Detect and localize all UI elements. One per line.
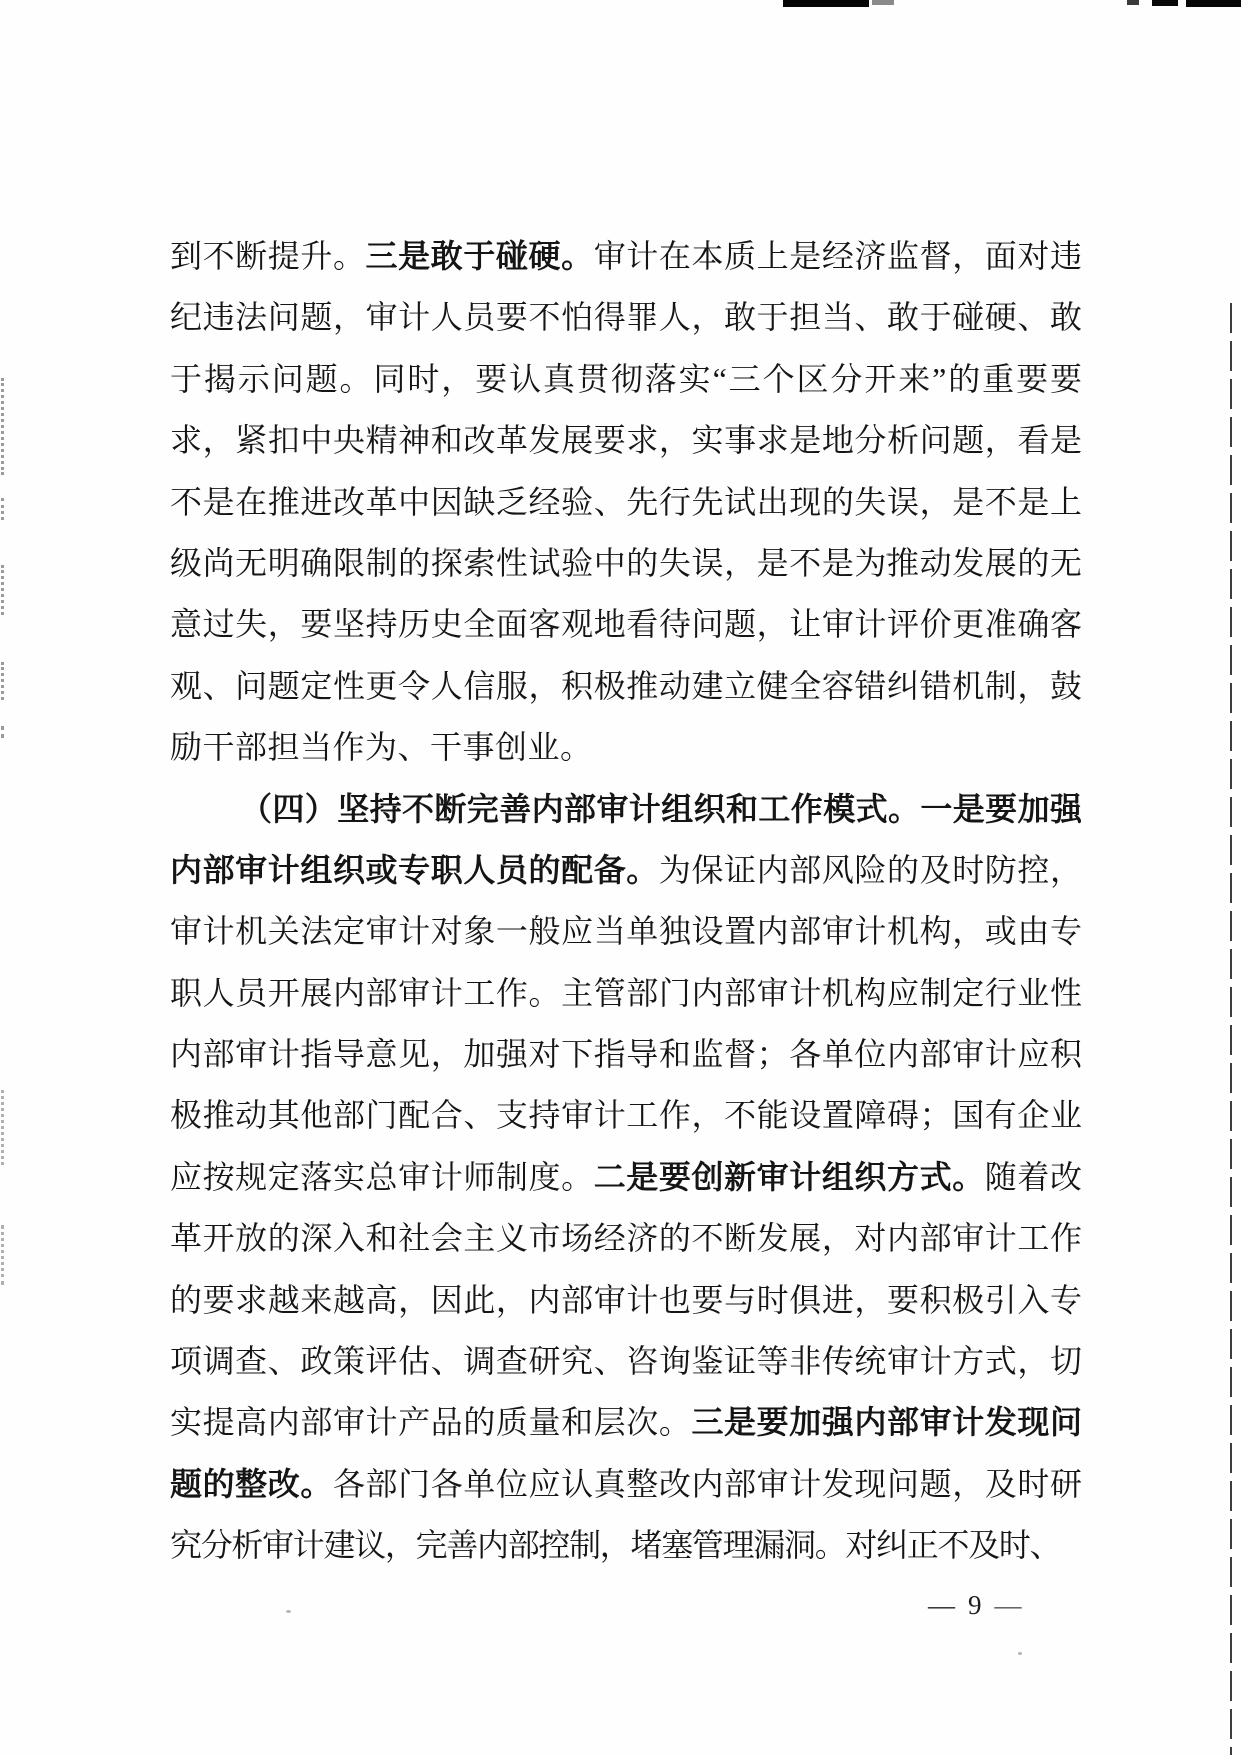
body-text: 极推动其他部门配合、支持审计工作，不能设置障碍；国有企业 (170, 1097, 1082, 1134)
text-line (170, 594, 1082, 655)
body-text: 内部审计指导意见，加强对下指导和监督；各单位内部审计应积 (170, 1036, 1082, 1073)
scan-artifact-left-edge (1, 1225, 4, 1285)
body-text: 于揭示问题。同时，要认真贯彻落实“三个区分开来”的重要要 (170, 360, 1082, 397)
document-body (170, 226, 1082, 1577)
scan-artifact-top-dash (1186, 0, 1241, 7)
text-line (170, 963, 1082, 1024)
body-text: 究分析审计建议，完善内部控制，堵塞管理漏洞。对纠正不及时、 (170, 1527, 1061, 1564)
scan-artifact-top-dash (1152, 0, 1178, 6)
body-text: 审计在本质上是经济监督，面对违 (593, 238, 1082, 274)
page-number: 9 (968, 1590, 982, 1620)
body-text: 随着改 (984, 1158, 1082, 1195)
emphasis-text: 三是要加强内部审计发现问 (691, 1404, 1082, 1441)
scan-artifact-top-mark (872, 0, 894, 5)
text-line (170, 533, 1082, 594)
scan-artifact-top-bar (783, 0, 869, 7)
text-line (170, 1392, 1082, 1453)
text-line (170, 226, 1082, 287)
text-line (170, 1147, 1082, 1208)
text-line (170, 349, 1082, 410)
text-line (170, 1331, 1082, 1392)
text-line (170, 1454, 1082, 1515)
body-text: 实提高内部审计产品的质量和层次。 (170, 1404, 692, 1441)
text-line (170, 410, 1082, 471)
scan-speck (1018, 1652, 1022, 1655)
body-text: 各部门各单位应认真整改内部审计发现问题，及时研 (332, 1465, 1082, 1502)
emphasis-text: 三是敢于碰硬。 (365, 238, 594, 274)
body-text: 观、问题定性更令人信服，积极推动建立健全容错纠错机制，鼓 (170, 667, 1082, 704)
scan-artifact-left-edge (1, 726, 4, 738)
body-text: 应按规定落实总审计师制度。 (170, 1158, 594, 1195)
emphasis-text: （四）坚持不断完善内部审计组织和工作模式。一是要加强 (240, 790, 1082, 827)
text-line (170, 1085, 1082, 1146)
body-text: 励干部担当作为、干事创业。 (170, 729, 593, 766)
body-text: 审计机关法定审计对象一般应当单独设置内部审计机构，或由专 (170, 913, 1082, 950)
body-text: 意过失，要坚持历史全面客观地看待问题，让审计评价更准确客 (170, 606, 1082, 643)
page-footer (928, 1590, 1020, 1621)
body-text: 革开放的深入和社会主义市场经济的不断发展，对内部审计工作 (170, 1220, 1082, 1257)
scan-artifact-right-line (1230, 303, 1232, 1755)
body-text: 级尚无明确限制的探索性试验中的失误，是不是为推动发展的无 (170, 544, 1082, 581)
emphasis-text: 二是要创新审计组织方式。 (593, 1158, 985, 1195)
body-text: 不是在推进改革中因缺乏经验、先行先试出现的失误，是不是上 (170, 483, 1082, 520)
body-text: 职人员开展内部审计工作。主管部门内部审计机构应制定行业性 (170, 974, 1082, 1011)
text-line (170, 1515, 1082, 1576)
text-line (170, 1024, 1082, 1085)
text-line (170, 656, 1082, 717)
scan-artifact-left-edge (1, 1090, 4, 1165)
body-text: 项调查、政策评估、调查研究、咨询鉴证等非传统审计方式，切 (170, 1343, 1082, 1380)
scan-artifact-top-dash (1127, 0, 1139, 5)
body-text: 的要求越来越高，因此，内部审计也要与时俱进，要积极引入专 (170, 1281, 1082, 1318)
scan-artifact-left-edge (1, 498, 4, 520)
body-text: 为保证内部风险的及时防控， (658, 851, 1082, 888)
body-text: 求，紧扣中央精神和改革发展要求，实事求是地分析问题，看是 (170, 422, 1082, 459)
text-line (170, 779, 1082, 840)
scan-artifact-left-edge (1, 378, 4, 475)
scan-artifact-left-edge (1, 662, 4, 700)
text-line (170, 901, 1082, 962)
emphasis-text: 题的整改。 (170, 1465, 333, 1502)
text-line (170, 1208, 1082, 1269)
scan-artifact-left-edge (1, 565, 4, 615)
emphasis-text: 内部审计组织或专职人员的配备。 (170, 851, 659, 888)
text-line (170, 717, 1082, 778)
scan-speck (286, 1610, 291, 1613)
footer-dash-right: — (994, 1590, 1020, 1620)
text-line (170, 472, 1082, 533)
text-line (170, 1270, 1082, 1331)
body-text: 纪违法问题，审计人员要不怕得罪人，敢于担当、敢于碰硬、敢 (170, 299, 1082, 336)
text-line (170, 287, 1082, 348)
text-line (170, 840, 1082, 901)
body-text: 到不断提升。 (170, 238, 366, 274)
footer-dash-left: — (928, 1590, 955, 1620)
